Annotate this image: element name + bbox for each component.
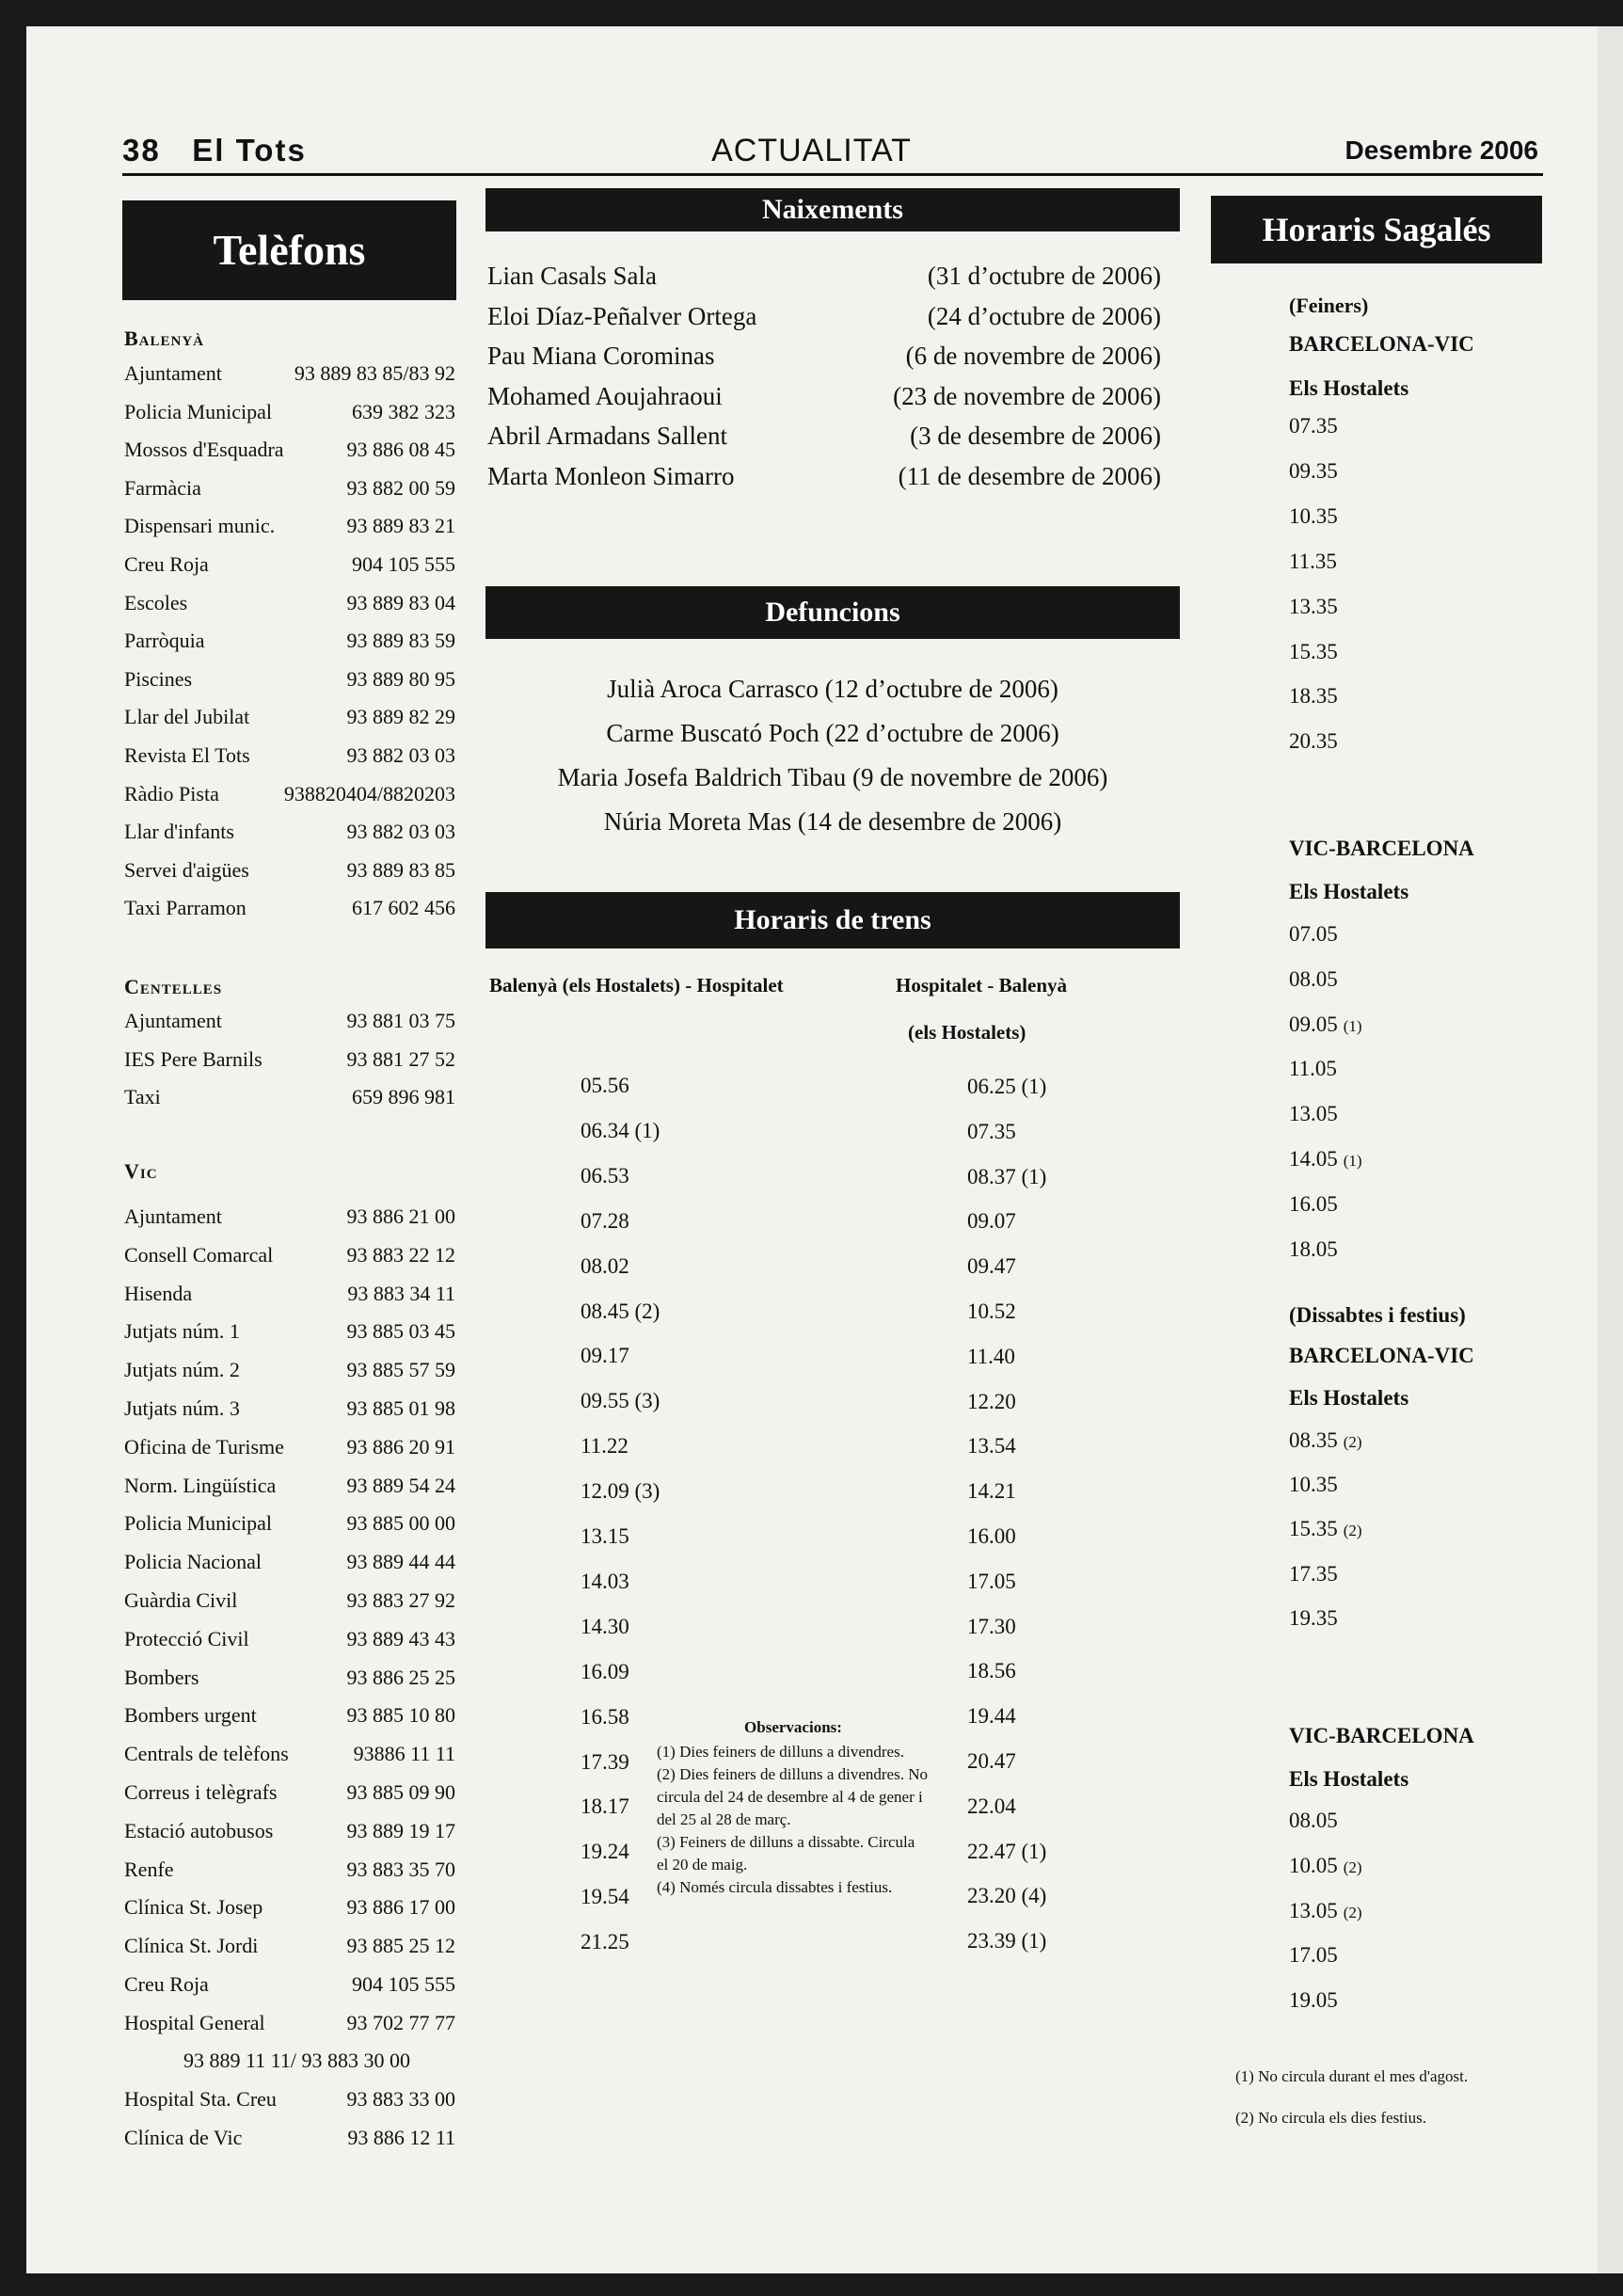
trens-col2-header: Hospitalet - Balenyà <box>896 974 1067 997</box>
naixement-date: (11 de desembre de 2006) <box>898 461 1161 490</box>
sagales-time-row <box>1289 414 1338 438</box>
telefon-number: 93 886 12 11 <box>347 2126 455 2149</box>
telefon-number: 93886 11 11 <box>353 1742 455 1766</box>
sagales-time-note: (2) <box>1343 1858 1362 1876</box>
sagales-time-row <box>1289 1606 1338 1631</box>
sagales-time: 19.05 <box>1289 1988 1338 2013</box>
sagales-stop: Els Hostalets <box>1289 1767 1409 1791</box>
telefon-number: 904 105 555 <box>352 552 455 576</box>
observacio-3: (3) Feiners de dilluns a dissabte. Circula el 20 de maig. <box>657 1833 915 1873</box>
sagales-festius-label: (Dissabtes i festius) <box>1289 1303 1466 1327</box>
telefon-label: Ajuntament <box>124 1204 222 1228</box>
sagales-feiners-label: (Feiners) <box>1289 294 1369 317</box>
telefon-number: 938820404/8820203 <box>283 781 455 805</box>
sagales-route: VIC-BARCELONA <box>1289 837 1474 860</box>
tren-time-hospitalet-balenya: 23.39 (1) <box>967 1929 1047 1953</box>
telefon-label: Centrals de telèfons <box>124 1742 289 1766</box>
sagales-time-row <box>1289 1562 1338 1586</box>
sagales-time-row <box>1289 1943 1338 1968</box>
telefon-number: 93 886 21 00 <box>346 1204 455 1228</box>
naixement-name: Lian Casals Sala <box>487 262 657 290</box>
sagales-time: 13.05 <box>1289 1102 1338 1126</box>
sagales-time: 08.05 <box>1289 1809 1338 1832</box>
telefon-number: 93 886 08 45 <box>346 438 455 462</box>
telefon-number: 617 602 456 <box>352 896 455 920</box>
telefon-label: Renfe <box>124 1857 174 1881</box>
telefon-label: Correus i telègrafs <box>124 1780 278 1804</box>
tren-time-hospitalet-balenya: 09.47 <box>967 1254 1016 1279</box>
telefon-label: Parròquia <box>124 629 205 653</box>
tren-time-balenya-hospitalet: 08.02 <box>581 1253 629 1278</box>
sagales-time: 17.35 <box>1289 1561 1338 1586</box>
trens-title: Horaris de trens <box>734 904 931 935</box>
sagales-time-row <box>1289 504 1338 529</box>
telefon-number: 93 889 83 04 <box>346 590 455 614</box>
telefon-number: 659 896 981 <box>352 1085 455 1108</box>
telefon-number: 93 885 09 90 <box>346 1780 455 1804</box>
sagales-time-row <box>1289 1428 1362 1453</box>
telefon-label: Llar del Jubilat <box>124 705 250 729</box>
telefon-label: Ràdio Pista <box>124 781 219 805</box>
sagales-time-row <box>1289 967 1338 992</box>
telefon-number: 93 702 77 77 <box>346 2010 455 2034</box>
telefon-number: 93 889 83 85/83 92 <box>294 361 455 385</box>
sagales-time-row <box>1289 1237 1338 1262</box>
telefon-label: Guàrdia Civil <box>124 1588 238 1612</box>
telefon-number: 93 886 25 25 <box>346 1665 455 1689</box>
telefon-label: Taxi <box>124 1085 161 1108</box>
telefon-number: 93 886 20 91 <box>346 1434 455 1459</box>
telefon-number: 93 881 27 52 <box>346 1046 455 1071</box>
telefon-number: 93 885 25 12 <box>346 1934 455 1958</box>
sagales-time-note: (2) <box>1343 1522 1362 1540</box>
sagales-time: 10.35 <box>1289 503 1338 528</box>
telefon-label: Dispensari munic. <box>124 514 276 538</box>
tren-time-hospitalet-balenya: 20.47 <box>967 1749 1016 1773</box>
tren-time-hospitalet-balenya: 19.44 <box>967 1704 1016 1729</box>
telefon-number: 93 885 57 59 <box>346 1358 455 1382</box>
telefon-number: 93 889 83 21 <box>346 514 455 538</box>
tren-time-hospitalet-balenya: 07.35 <box>967 1119 1016 1143</box>
telefon-number: 93 889 19 17 <box>346 1818 455 1842</box>
trens-observacions <box>657 1718 930 1899</box>
telefon-label: Creu Roja <box>124 552 209 576</box>
naixement-date: (23 de novembre de 2006) <box>893 381 1161 410</box>
sagales-time: 13.05 <box>1289 1898 1338 1922</box>
tren-time-hospitalet-balenya: 22.04 <box>967 1794 1016 1818</box>
sagales-time: 14.05 <box>1289 1147 1338 1171</box>
sagales-time: 15.35 <box>1289 639 1338 663</box>
telefon-number: 93 885 01 98 <box>346 1396 455 1420</box>
issue-date: Desembre 2006 <box>1345 136 1538 165</box>
defuncio-item: Núria Moreta Mas (14 de desembre de 2006) <box>603 807 1062 836</box>
sagales-time: 08.35 <box>1289 1428 1338 1452</box>
trens-title-box <box>485 892 1180 949</box>
naixements-title: Naixements <box>762 194 903 225</box>
sagales-time: 19.35 <box>1289 1605 1338 1630</box>
observacions-title: Observacions: <box>744 1718 842 1736</box>
telefon-number: 93 889 83 85 <box>346 857 455 882</box>
sagales-time: 08.05 <box>1289 966 1338 991</box>
sagales-time-row <box>1289 1854 1362 1878</box>
sagales-time-row <box>1289 1899 1362 1923</box>
telefon-label: Taxi Parramon <box>124 896 247 920</box>
sagales-time-row <box>1289 1057 1337 1081</box>
telefon-label: Creu Roja <box>124 1972 209 1996</box>
sagales-time-row <box>1289 922 1338 947</box>
telefon-label: Jutjats núm. 1 <box>124 1319 240 1344</box>
telefon-number: 93 882 03 03 <box>346 820 455 844</box>
telefon-label: Jutjats núm. 2 <box>124 1358 240 1382</box>
telefon-label: Estació autobusos <box>124 1818 274 1842</box>
telefon-number: 93 883 35 70 <box>346 1857 455 1881</box>
sagales-time-row <box>1289 1192 1338 1217</box>
sagales-time: 11.05 <box>1289 1057 1337 1081</box>
telefon-number: 93 889 43 43 <box>346 1626 455 1650</box>
page-edge <box>1598 26 1623 2273</box>
telefon-label: Ajuntament <box>124 1009 222 1032</box>
defuncio-item: Julià Aroca Carrasco (12 d’octubre de 2006) <box>607 675 1058 703</box>
tren-time-balenya-hospitalet: 12.09 (3) <box>581 1479 660 1504</box>
sagales-stop: Els Hostalets <box>1289 880 1409 903</box>
sagales-time-row <box>1289 550 1337 574</box>
tren-time-hospitalet-balenya: 14.21 <box>967 1479 1016 1504</box>
tren-time-balenya-hospitalet: 11.22 <box>581 1434 629 1459</box>
sagales-time-note: (2) <box>1343 1433 1362 1451</box>
tren-time-balenya-hospitalet: 08.45 (2) <box>581 1299 660 1323</box>
sagales-time-row <box>1289 1517 1362 1541</box>
tren-time-balenya-hospitalet: 16.58 <box>581 1704 629 1729</box>
page-number: 38 <box>122 133 161 167</box>
tren-time-hospitalet-balenya: 16.00 <box>967 1524 1016 1548</box>
telefon-label: Norm. Lingüística <box>124 1473 277 1497</box>
sagales-time: 11.35 <box>1289 549 1337 573</box>
tren-time-hospitalet-balenya: 23.20 (4) <box>967 1884 1047 1908</box>
telefon-label: Servei d'aigües <box>124 857 249 882</box>
telefon-label: Escoles <box>124 590 188 614</box>
tren-time-hospitalet-balenya: 06.25 (1) <box>967 1075 1047 1098</box>
telefon-extra-line: 93 889 11 11/ 93 883 30 00 <box>183 2049 410 2072</box>
tren-time-balenya-hospitalet: 05.56 <box>581 1074 629 1097</box>
sagales-time-row <box>1289 1147 1362 1172</box>
tren-time-balenya-hospitalet: 14.30 <box>581 1614 629 1638</box>
tren-time-balenya-hospitalet: 21.25 <box>581 1930 629 1954</box>
telefon-number: 93 882 00 59 <box>346 475 455 500</box>
sagales-time: 10.35 <box>1289 1473 1338 1497</box>
sagales-time-row <box>1289 1102 1338 1126</box>
telefon-number: 93 885 03 45 <box>346 1319 455 1344</box>
observacio-1: (1) Dies feiners de dilluns a divendres. <box>657 1743 904 1761</box>
tren-time-balenya-hospitalet: 09.55 (3) <box>581 1389 660 1413</box>
naixement-name: Pau Miana Corominas <box>487 342 715 370</box>
telefon-label: Bombers <box>124 1665 199 1689</box>
sagales-time-row <box>1289 1473 1338 1497</box>
telefon-number: 93 882 03 03 <box>346 743 455 767</box>
sagales-time: 09.35 <box>1289 458 1338 483</box>
sagales-time-row <box>1289 729 1338 754</box>
section-title: ACTUALITAT <box>711 133 912 168</box>
telefon-number: 93 885 00 00 <box>346 1511 455 1536</box>
telefon-number: 904 105 555 <box>352 1972 455 1996</box>
defuncio-item: Maria Josefa Baldrich Tibau (9 de novembre de 2006) <box>557 763 1108 791</box>
sagales-time-note: (1) <box>1343 1016 1362 1035</box>
naixement-date: (24 d’octubre de 2006) <box>927 301 1161 330</box>
sagales-route: BARCELONA-VIC <box>1289 332 1474 356</box>
telefon-label: Clínica St. Jordi <box>124 1934 259 1958</box>
telefons-title: Telèfons <box>213 226 366 274</box>
sagales-time-note: (1) <box>1343 1152 1362 1170</box>
tren-time-balenya-hospitalet: 17.39 <box>581 1749 629 1774</box>
tren-time-hospitalet-balenya: 12.20 <box>967 1389 1016 1413</box>
sagales-time: 18.05 <box>1289 1236 1338 1261</box>
telefon-label: Hospital General <box>124 2010 265 2034</box>
sagales-title: Horaris Sagalés <box>1262 211 1491 248</box>
tren-time-hospitalet-balenya: 18.56 <box>967 1659 1016 1683</box>
naixement-date: (3 de desembre de 2006) <box>910 422 1161 450</box>
telefon-label: Policia Nacional <box>124 1550 263 1574</box>
telefon-label: Oficina de Turisme <box>124 1434 284 1459</box>
observacio-2: (2) Dies feiners de dilluns a divendres. No circula del 24 de desembre al 4 de gener i del 25 al 28 de març. <box>657 1765 928 1828</box>
defuncions-title: Defuncions <box>765 597 900 628</box>
tren-time-balenya-hospitalet: 06.53 <box>581 1163 629 1188</box>
sagales-footnote-2: (2) No circula els dies festius. <box>1235 2109 1426 2127</box>
sagales-stop: Els Hostalets <box>1289 376 1409 400</box>
telefon-number: 93 889 83 59 <box>346 629 455 653</box>
telefon-label: Mossos d'Esquadra <box>124 438 284 462</box>
tren-time-balenya-hospitalet: 06.34 (1) <box>581 1118 660 1142</box>
sagales-time-row <box>1289 459 1338 484</box>
sagales-time: 16.05 <box>1289 1191 1338 1216</box>
publication-name: El Tots <box>192 133 307 167</box>
telefon-label: Policia Municipal <box>124 399 273 423</box>
sagales-time-row <box>1289 1988 1338 2013</box>
sagales-time: 13.35 <box>1289 594 1338 618</box>
telefon-label: Consell Comarcal <box>124 1242 274 1267</box>
header-rule <box>122 173 1543 176</box>
sagales-time: 18.35 <box>1289 684 1338 709</box>
tren-time-hospitalet-balenya: 22.47 (1) <box>967 1839 1047 1863</box>
sagales-stop: Els Hostalets <box>1289 1386 1409 1410</box>
telefon-number: 93 889 54 24 <box>346 1473 455 1497</box>
tren-time-hospitalet-balenya: 11.40 <box>967 1344 1015 1368</box>
sagales-title-box <box>1211 196 1542 263</box>
telefon-number: 93 885 10 80 <box>346 1703 455 1728</box>
sagales-time-row <box>1289 640 1338 664</box>
telefon-label: Hospital Sta. Creu <box>124 2087 277 2111</box>
tren-time-balenya-hospitalet: 07.28 <box>581 1208 629 1233</box>
naixement-date: (6 de novembre de 2006) <box>905 342 1161 370</box>
tren-time-hospitalet-balenya: 08.37 (1) <box>967 1164 1047 1188</box>
sagales-time: 20.35 <box>1289 729 1338 754</box>
tren-time-hospitalet-balenya: 09.07 <box>967 1209 1016 1234</box>
telefon-label: Protecció Civil <box>124 1626 249 1650</box>
tren-time-balenya-hospitalet: 09.17 <box>581 1344 629 1368</box>
telefon-number: 93 889 82 29 <box>346 705 455 729</box>
telefon-label: Farmàcia <box>124 475 201 500</box>
tren-time-hospitalet-balenya: 17.30 <box>967 1614 1016 1638</box>
telefon-number: 93 889 80 95 <box>346 666 455 691</box>
tren-time-balenya-hospitalet: 16.09 <box>581 1659 629 1683</box>
tren-time-balenya-hospitalet: 14.03 <box>581 1569 629 1593</box>
telefon-label: Hisenda <box>124 1281 193 1305</box>
telefon-label: IES Pere Barnils <box>124 1046 263 1071</box>
telefon-number: 93 883 22 12 <box>346 1242 455 1267</box>
telefon-label: Bombers urgent <box>124 1703 257 1728</box>
telefon-label: Ajuntament <box>124 361 222 385</box>
naixement-name: Eloi Díaz-Peñalver Ortega <box>487 301 757 330</box>
telefon-label: Clínica St. Josep <box>124 1895 263 1920</box>
sagales-time: 07.05 <box>1289 922 1338 946</box>
telefon-number: 93 889 44 44 <box>346 1550 455 1574</box>
telefons-section-balenya: Balenyà <box>124 327 205 350</box>
telefon-label: Llar d'infants <box>124 820 234 844</box>
naixement-name: Mohamed Aoujahraoui <box>487 381 723 410</box>
telefon-label: Jutjats núm. 3 <box>124 1396 240 1420</box>
sagales-time-row <box>1289 684 1338 709</box>
telefon-label: Piscines <box>124 666 193 691</box>
telefon-number: 93 883 33 00 <box>346 2087 455 2111</box>
tren-time-hospitalet-balenya: 13.54 <box>967 1434 1016 1459</box>
sagales-route: BARCELONA-VIC <box>1289 1344 1474 1367</box>
naixement-name: Abril Armadans Sallent <box>487 422 727 450</box>
tren-time-balenya-hospitalet: 18.17 <box>581 1794 629 1819</box>
telefon-label: Revista El Tots <box>124 743 250 767</box>
telefons-section-centelles: Centelles <box>124 975 223 998</box>
trens-col2-header-sub: (els Hostalets) <box>908 1021 1026 1044</box>
telefons-section-vic: Vic <box>124 1159 158 1183</box>
defuncions-title-box <box>485 586 1180 639</box>
sagales-route: VIC-BARCELONA <box>1289 1724 1474 1747</box>
defuncio-item: Carme Buscató Poch (22 d’octubre de 2006) <box>606 719 1059 747</box>
telefon-number: 93 883 34 11 <box>347 1281 455 1305</box>
sagales-time-row <box>1289 1809 1338 1833</box>
telefon-label: Policia Municipal <box>124 1511 273 1536</box>
naixement-date: (31 d’octubre de 2006) <box>927 262 1161 290</box>
telefon-number: 93 881 03 75 <box>346 1009 455 1032</box>
sagales-time: 07.35 <box>1289 414 1338 438</box>
tren-time-hospitalet-balenya: 17.05 <box>967 1569 1016 1593</box>
naixement-name: Marta Monleon Simarro <box>487 461 735 490</box>
tren-time-balenya-hospitalet: 13.15 <box>581 1524 629 1548</box>
sagales-time: 15.35 <box>1289 1517 1338 1541</box>
sagales-time-row <box>1289 595 1338 619</box>
tren-time-balenya-hospitalet: 19.54 <box>581 1885 629 1909</box>
tren-time-balenya-hospitalet: 19.24 <box>581 1840 629 1864</box>
sagales-time: 10.05 <box>1289 1853 1338 1877</box>
sagales-time: 09.05 <box>1289 1012 1338 1036</box>
tren-time-hospitalet-balenya: 10.52 <box>967 1299 1016 1323</box>
telefon-label: Clínica de Vic <box>124 2126 243 2149</box>
telefon-number: 639 382 323 <box>352 399 455 423</box>
telefons-title-box <box>122 200 456 300</box>
sagales-time: 17.05 <box>1289 1943 1338 1968</box>
sagales-time-row <box>1289 1012 1362 1037</box>
trens-col1-header: Balenyà (els Hostalets) - Hospitalet <box>489 974 784 997</box>
telefon-number: 93 886 17 00 <box>346 1895 455 1920</box>
observacio-4: (4) Només circula dissabtes i festius. <box>657 1878 893 1896</box>
telefon-number: 93 883 27 92 <box>346 1588 455 1612</box>
sagales-time-note: (2) <box>1343 1903 1362 1921</box>
naixements-title-box <box>485 188 1180 231</box>
sagales-footnote-1: (1) No circula durant el mes d'agost. <box>1235 2067 1469 2085</box>
